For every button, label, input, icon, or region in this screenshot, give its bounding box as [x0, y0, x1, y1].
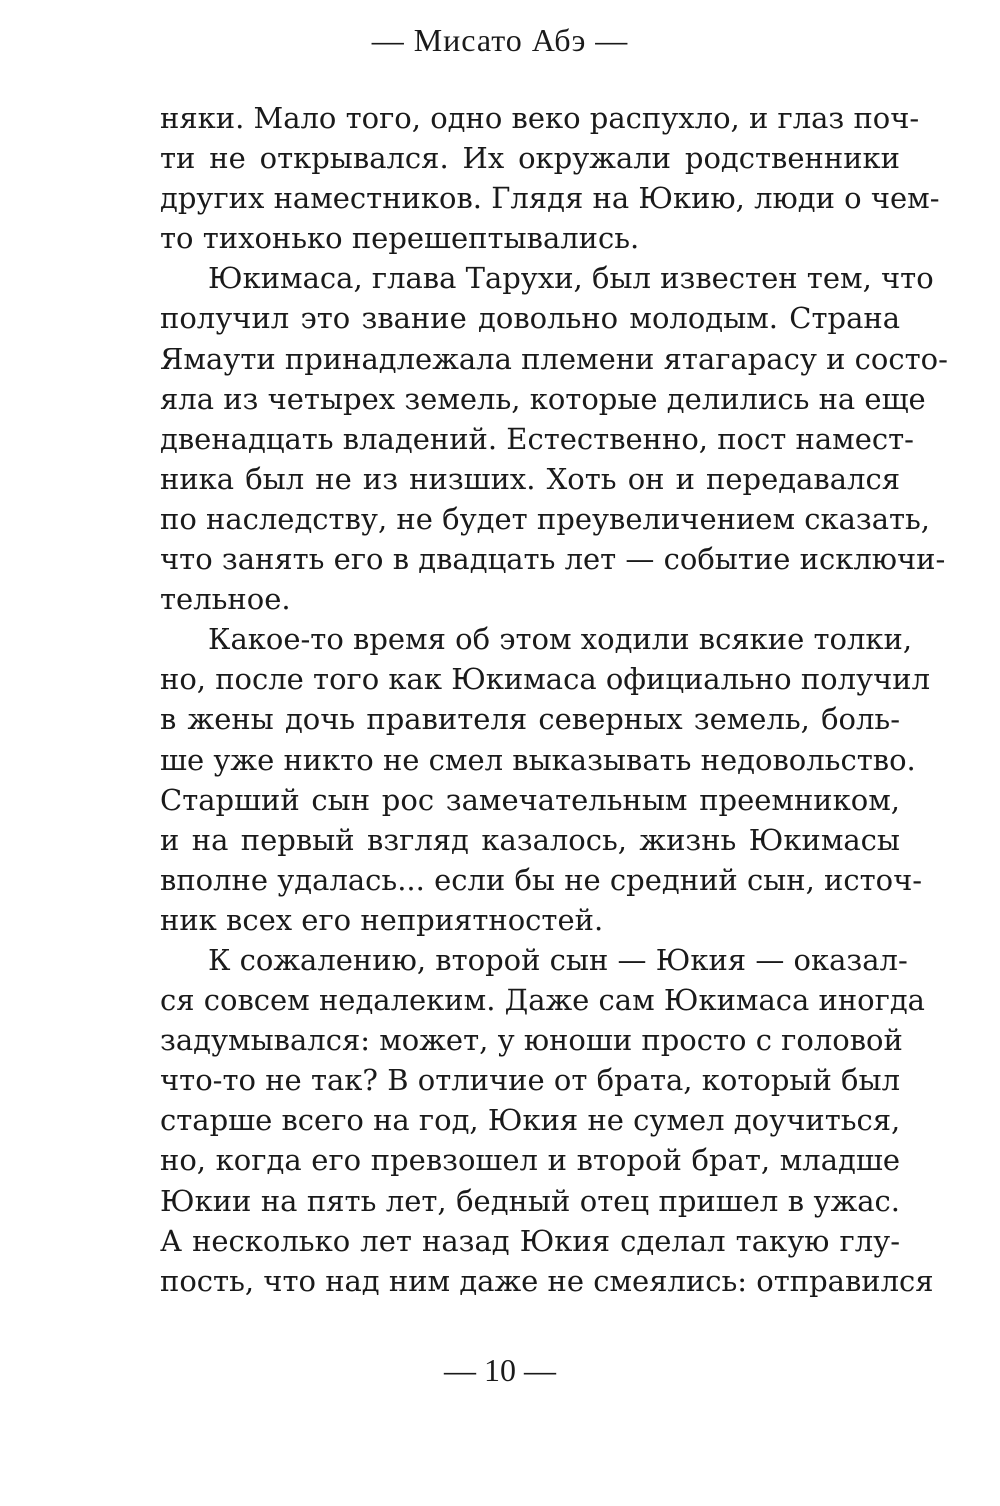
- text-line: Юкимаса, глава Тарухи, был известен тем, что: [208, 261, 934, 296]
- running-head: — Мисато Абэ —: [371, 22, 629, 58]
- text-line: ше уже никто не смел выказывать недовольство.: [160, 742, 916, 777]
- text-line: но, после того как Юкимаса официально получил: [160, 662, 931, 697]
- text-line: пость, что над ним даже не смеялись: отправился: [160, 1263, 934, 1298]
- text-line: вполне удалась... если бы не средний сын, источ-: [160, 862, 923, 897]
- text-line: задумывался: может, у юноши просто с головой: [160, 1023, 903, 1058]
- text-line: ся совсем недалеким. Даже сам Юкимаса иногда: [160, 983, 925, 1018]
- text-line: яла из четырех земель, которые делились на еще: [160, 381, 926, 416]
- text-line: ника был не из низших. Хоть он и передавался: [160, 461, 900, 496]
- text-line: в жены дочь правителя северных земель, боль-: [160, 702, 900, 737]
- text-line: и на первый взгляд казалось, жизнь Юкимасы: [160, 822, 900, 857]
- text-line: Ямаути принадлежала племени ятагарасу и состо-: [160, 341, 948, 376]
- text-line: но, когда его превзошел и второй брат, младше: [160, 1143, 900, 1178]
- text-line: то тихонько перешептывались.: [160, 221, 640, 256]
- text-line: Юкии на пять лет, бедный отец пришел в ужас.: [160, 1183, 900, 1218]
- text-line: других наместников. Глядя на Юкию, люди о чем-: [160, 181, 940, 216]
- text-line: ник всех его неприятностей.: [160, 902, 604, 937]
- text-line: К сожалению, второй сын — Юкия — оказал-: [208, 942, 908, 977]
- text-line: что занять его в двадцать лет — событие исключи-: [160, 542, 946, 577]
- text-line: получил это звание довольно молодым. Страна: [160, 301, 900, 336]
- text-line: Какое-то время об этом ходили всякие толки,: [208, 622, 913, 657]
- text-line: няки. Мало того, одно веко распухло, и глаз поч-: [160, 101, 920, 135]
- text-line: старше всего на год, Юкия не сумел доучиться,: [160, 1103, 901, 1138]
- text-line: тельное.: [160, 582, 291, 617]
- text-line: двенадцать владений. Естественно, пост намест-: [160, 421, 914, 456]
- text-line: что-то не так? В отличие от брата, который был: [160, 1063, 900, 1098]
- page-number: — 10 —: [444, 1352, 556, 1388]
- body-text: [160, 98, 948, 1301]
- text-line: по наследству, не будет преувеличением сказать,: [160, 501, 931, 536]
- text-line: Старший сын рос замечательным преемником,: [160, 782, 900, 817]
- text-line: ти не открывался. Их окружали родственники: [160, 141, 900, 176]
- text-line: А несколько лет назад Юкия сделал такую глу-: [160, 1223, 900, 1258]
